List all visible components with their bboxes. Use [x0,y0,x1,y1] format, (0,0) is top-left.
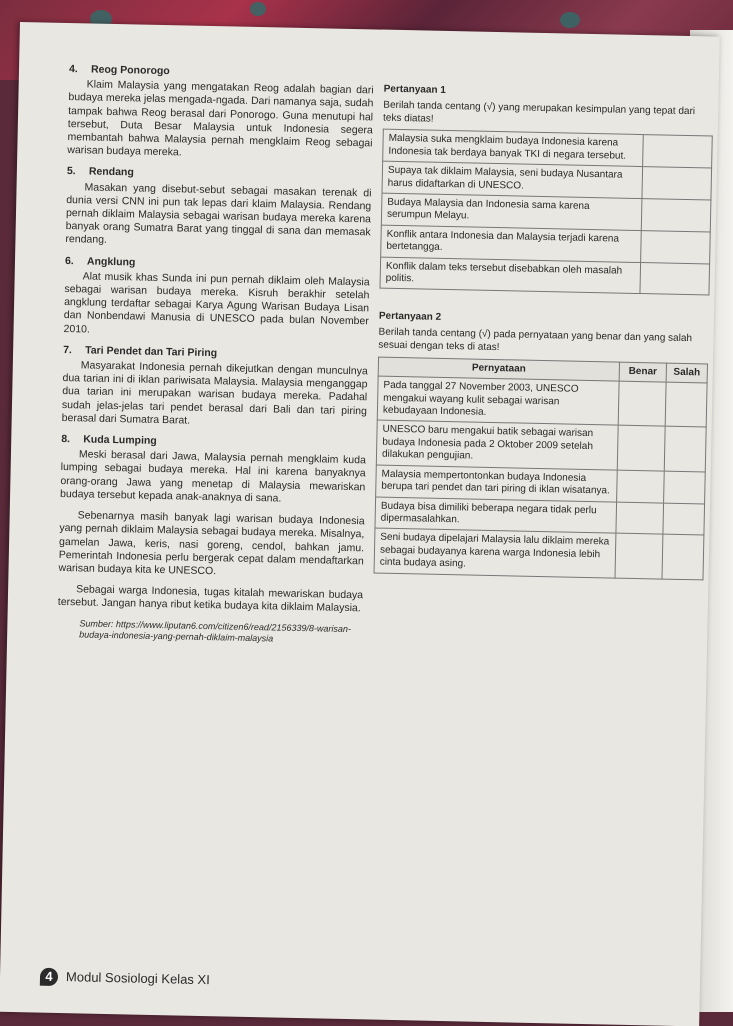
checkbox-cell[interactable] [640,262,710,295]
false-check-cell[interactable] [662,534,704,579]
questions-column [374,84,714,580]
section-heading: Tari Pendet dan Tari Piring [85,344,218,360]
section-number: 6. [64,254,74,267]
table-row [377,376,707,427]
source-citation: Sumber: https://www.liputan6.com/citizen6/read/2156339/8-warisan-budaya-indonesia-yang-pernah-diklaim-malaysia [79,617,352,644]
page-number: 4 [40,968,58,986]
statement-cell: Supaya tak diklaim Malaysia, seni budaya Nusantara harus didaftarkan di UNESCO. [382,161,643,198]
true-check-cell[interactable] [616,502,664,535]
header-true: Benar [619,362,666,382]
checkbox-cell[interactable] [642,167,712,200]
question-1-title: Pertanyaan 1 [383,83,447,96]
paragraph: Masyarakat Indonesia pernah dikejutkan dengan munculnya dua tarian ini di iklan pariwisata Malaysia. Malaysia menganggap dua tarian ini merupakan warisan budaya mereka. Padahal sudah jelas-jelas tari pendet berasal dari Bali dan tari piring berasal dari Sumatra Barat. [61,359,368,427]
question-2-table [374,356,708,580]
paragraph: Klaim Malaysia yang mengatakan Reog adalah bagian dari budaya mereka jelas mengada-ngada. Dari namanya saja, sudah tampak bahwa Reog berasal dari Ponorogo. Guna menutupi hal tersebut, Duta Besar Malaysia untuk Indonesia segera membantah bahwa Malaysia pernah mengklaim Reog sebagai warisan budaya mereka. [67,78,374,159]
statement-cell: UNESCO baru mengakui batik sebagai warisan budaya Indonesia pada 2 Oktober 2009 setelah dilakukan pengujian. [376,421,618,470]
book-page [0,22,720,1026]
question-2-instruction: Berilah tanda centang (√) pada pernyataan yang benar dan yang salah sesuai dengan teks di atas! [378,326,693,354]
false-check-cell[interactable] [664,471,706,504]
table-row [374,528,704,579]
section-heading: Kuda Lumping [83,433,157,448]
statement-cell: Pada tanggal 27 November 2003, UNESCO mengakui wayang kulit sebagai warisan kebudayaan Indonesia. [377,376,619,425]
true-check-cell[interactable] [615,533,663,578]
statement-cell: Konflik antara Indonesia dan Malaysia terjadi karena bertetangga. [381,225,642,262]
false-check-cell[interactable] [664,427,706,472]
true-check-cell[interactable] [618,381,666,426]
table-row [376,421,706,472]
statement-cell: Budaya Malaysia dan Indonesia sama karena serumpun Melayu. [381,193,642,230]
true-check-cell[interactable] [617,470,665,503]
checkbox-cell[interactable] [641,199,711,232]
page-footer [40,968,210,990]
statement-cell: Budaya bisa dimiliki beberapa negara tidak perlu dipermasalahkan. [375,497,617,534]
question-1-instruction: Berilah tanda centang (√) yang merupakan kesimpulan yang tepat dari teks diatas! [382,99,696,125]
header-statement: Pernyataan [378,357,619,381]
false-check-cell[interactable] [663,503,705,536]
paragraph: Sebagai warga Indonesia, tugas kitalah mewariskan budaya tersebut. Jangan hanya ribut ketika budaya kita diklaim Malaysia. [57,583,364,615]
checkbox-cell[interactable] [641,230,711,263]
statement-cell: Konflik dalam teks tersebut disebabkan oleh masalah politis. [380,257,641,294]
section-number: 4. [68,63,78,76]
section-number: 7. [63,343,73,357]
paragraph: Masakan yang disebut-sebut sebagai masakan terenak di dunia versi CNN ini pun tak lepas dari klaim Malaysia. Rendang pernah diklaim Malaysia sebagai warisan budaya mereka karena banyak orang Sumatra Barat yang tinggal di sana dan memasak rendang. [65,181,372,247]
statement-cell: Malaysia mempertontonkan budaya Indonesia berupa tari pendet dan tari piring di iklan wisatanya. [376,465,618,502]
paragraph: Meski berasal dari Jawa, Malaysia pernah mengklaim kuda lumping sebagai budaya mereka. Hal ini karena banyaknya orang-orang Jawa yang menetap di Malaysia mewariskan budaya tersebut kepada anak-anaknya di sana. [60,448,367,505]
paragraph: Alat musik khas Sunda ini pun pernah diklaim oleh Malaysia sebagai warisan budaya mereka. Kisruh berakhir setelah angklung terdaftar sebagai Karya Agung Warisan Budaya Lisan dan Nonbendawi Manusia di UNESCO pada bulan November 2010. [63,270,370,336]
footer-title: Modul Sosiologi Kelas XI [65,969,210,988]
question-1-table [379,129,712,296]
article-column [57,63,374,647]
section-heading: Angklung [86,255,136,269]
section-heading: Rendang [88,165,134,179]
checkbox-cell[interactable] [643,135,713,168]
statement-cell: Malaysia suka mengklaim budaya Indonesia karena Indonesia tak berdaya banyak TKI di negara tersebut. [383,130,644,167]
section-heading: Reog Ponorogo [90,63,170,78]
paragraph: Sebenarnya masih banyak lagi warisan budaya Indonesia yang pernah diklaim Malaysia sebagai budaya mereka. Misalnya, gamelan Jawa, keris, nasi goreng, cendol, bahkan jamu. Pemerintah Indonesia perlu bergerak cepat dalam mendaftarkan warisan budaya kita ke UNESCO. [58,509,365,578]
question-2-title: Pertanyaan 2 [378,311,442,324]
section-number: 8. [61,433,71,446]
section-number: 5. [66,165,76,178]
true-check-cell[interactable] [617,426,665,471]
statement-cell: Seni budaya dipelajari Malaysia lalu diklaim mereka sebagai budayanya karena warga Indonesia lebih cinta budaya asing. [374,528,616,577]
header-false: Salah [666,363,707,383]
false-check-cell[interactable] [665,382,707,427]
